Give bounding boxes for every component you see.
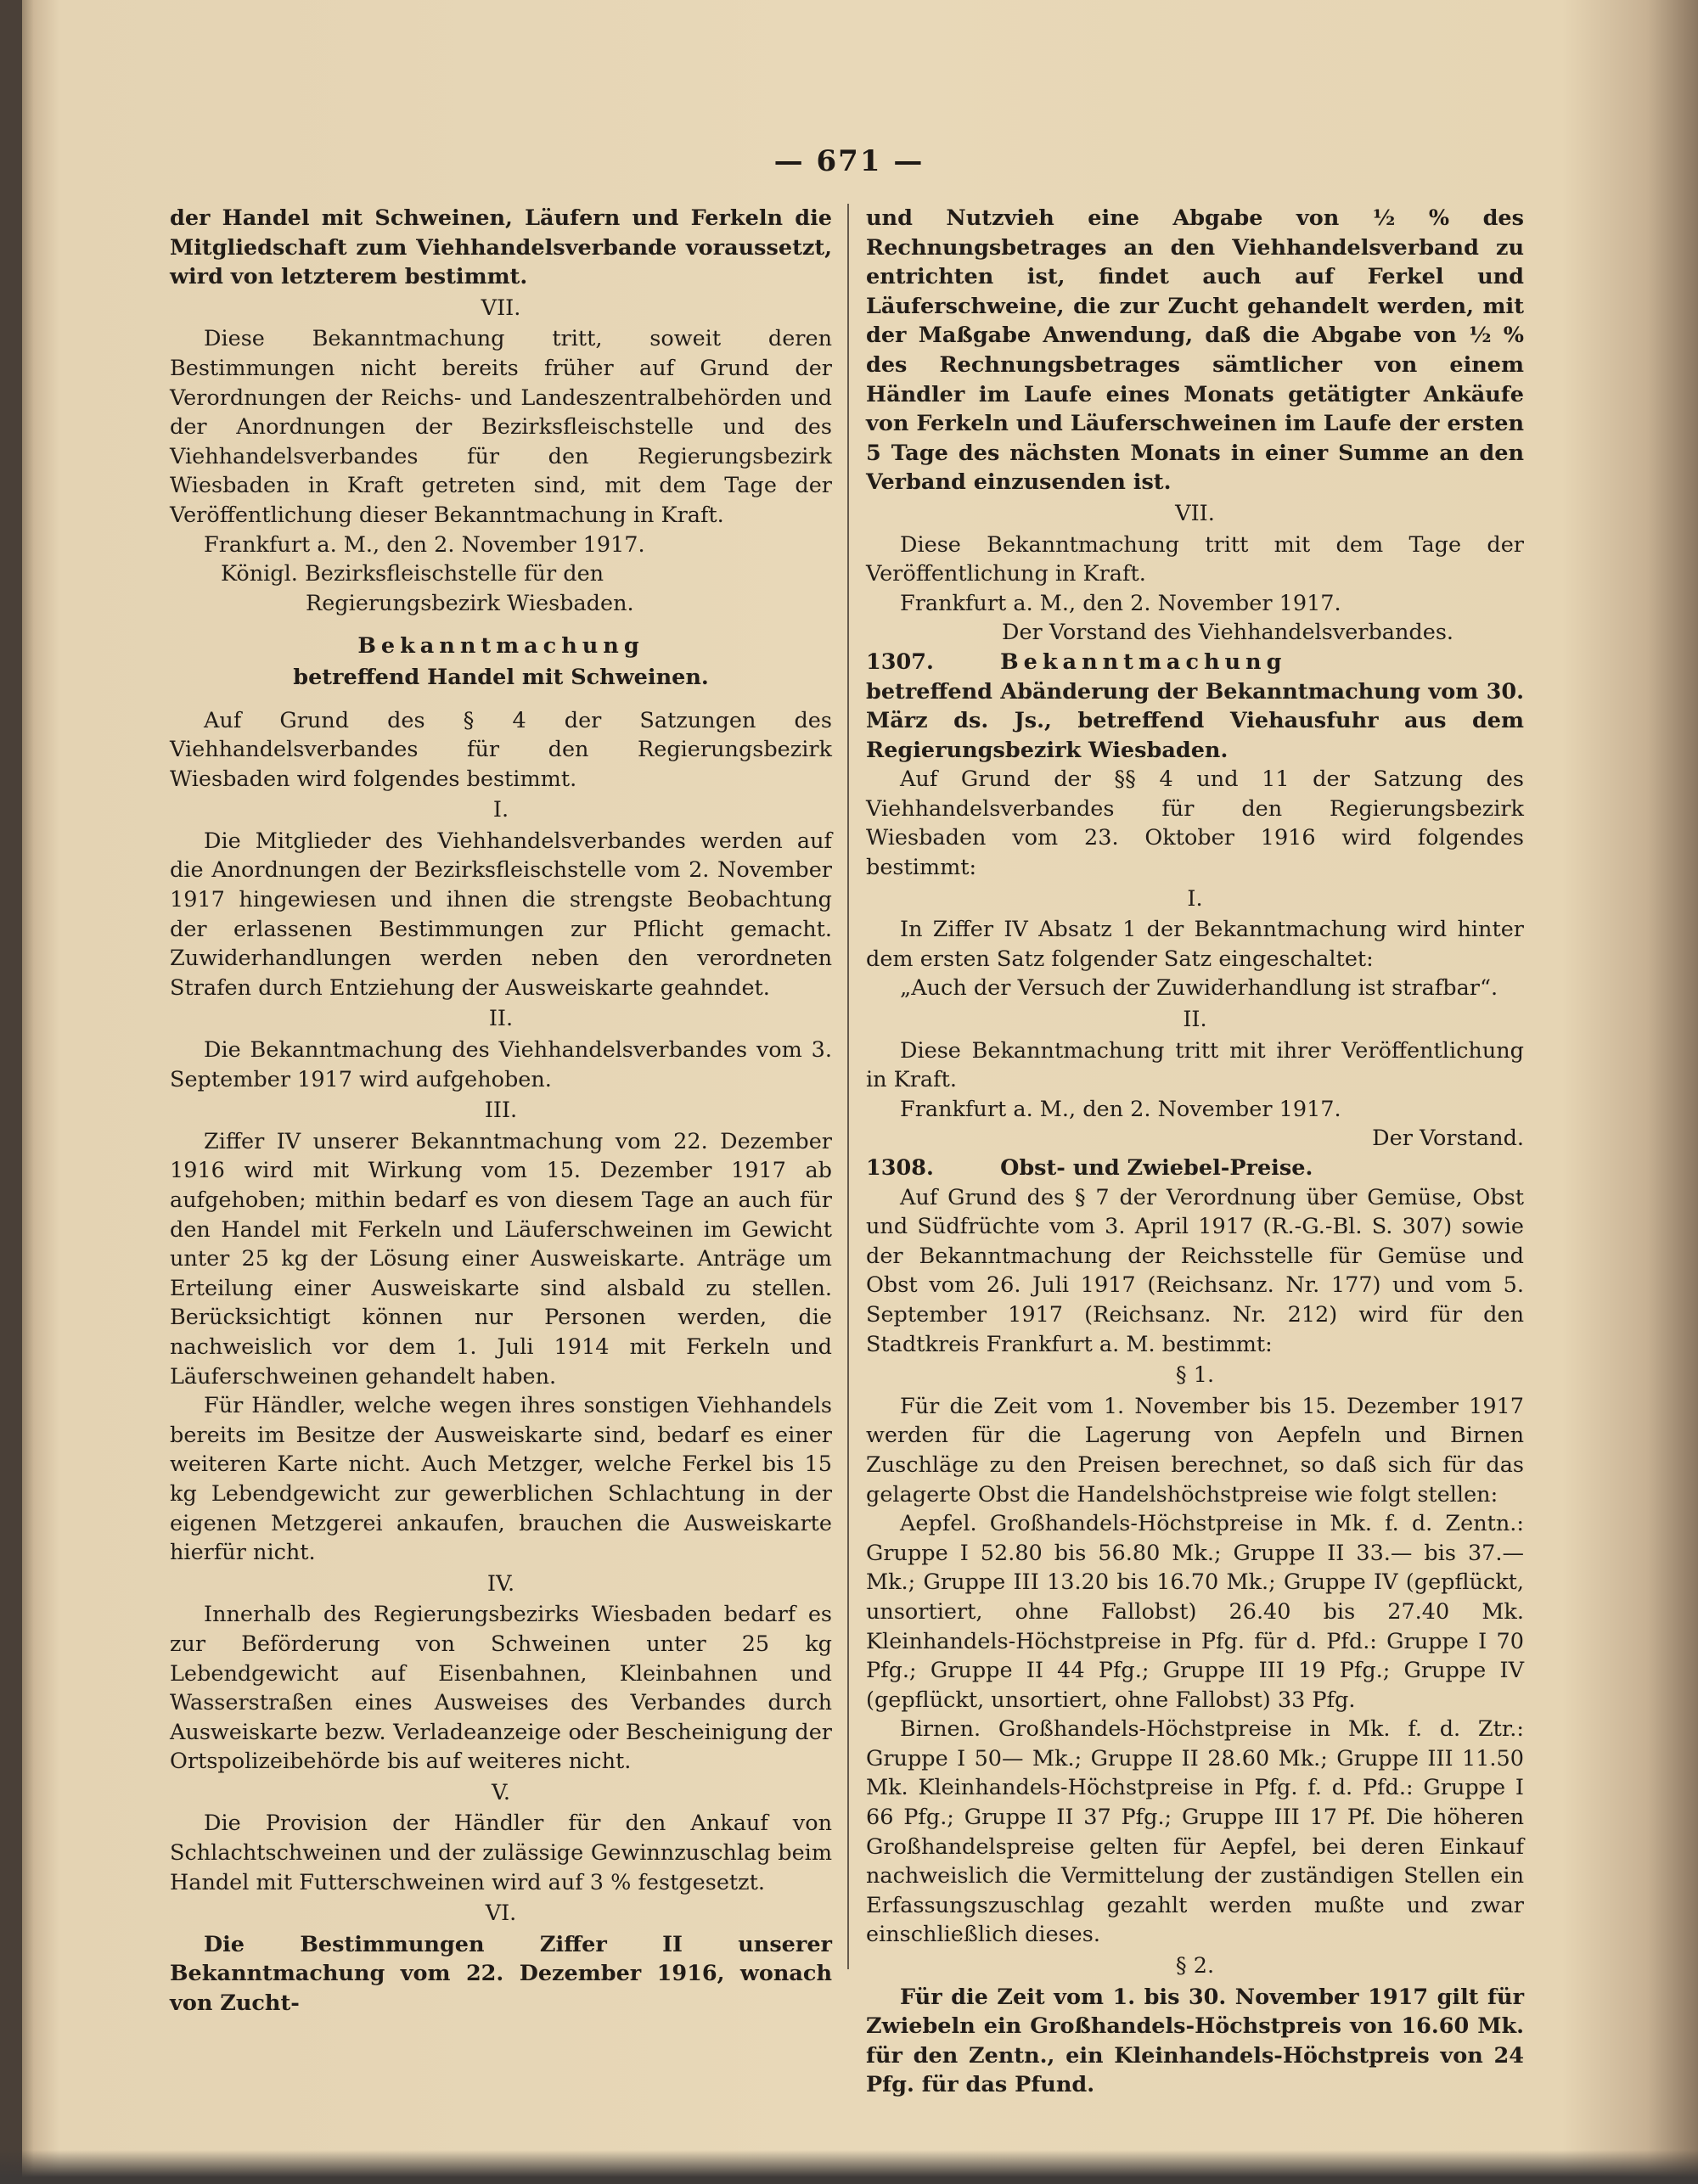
announcement-heading: Bekanntmachung	[1000, 648, 1287, 675]
announcement-subheading: betreffend Handel mit Schweinen.	[293, 664, 709, 690]
paragraph: Ziffer IV unserer Bekanntmachung vom 22. Dezember 1916 wird mit Wirkung vom 15. Dezember 1917 ab aufgehoben; mithin bedarf es von diesem Tage an auch für den Handel mit Ferkeln und Läuferschweinen im Gewicht unter 25 kg der Lösung einer Ausweiskarte. Anträge um Erteilung einer Ausweiskarte sind alsbald zu stellen. Berücksichtigt können nur Personen werden, die nachweislich vor dem 1. Juli 1914 mit Ferkeln und Läuferschweinen gehandelt haben.	[170, 1128, 832, 1390]
paragraph: und Nutzvieh eine Abgabe von ½ % des Rechnungsbetrages an den Viehhandelsverband zu entrichten ist, findet auch auf Ferkel und Läuferschweine, die zur Zucht gehandelt werden, mit der Maßgabe Anwendung, daß die Abgabe von ½ % des Rechnungsbetrages sämtlicher von einem Händler im Laufe eines Monats getätigter Ankäufe von Ferkeln und Läuferschweinen im Laufe der ersten 5 Tage des nächsten Monats in einer Summe an den Verband einzusenden ist.	[866, 205, 1524, 496]
paragraph: Die Bestimmungen Ziffer II unserer Bekanntmachung vom 22. Dezember 1916, wonach von Zucht-	[170, 1931, 832, 2017]
announcement-number: 1307.	[866, 648, 934, 675]
paragraph: Die Mitglieder des Viehhandelsverbandes werden auf die Anordnungen der Bezirksfleischstelle vom 2. November 1917 hingewiesen und ihnen die strengste Beobachtung der erlassenen Bestimmungen zur Pflicht gemacht. Zuwiderhandlungen werden neben den verordneten Strafen durch Entziehung der Ausweiskarte geahndet.	[170, 828, 832, 1001]
paragraph: Innerhalb des Regierungsbezirks Wiesbaden bedarf es zur Beförderung von Schweinen unter 25 kg Lebendgewicht auf Eisenbahnen, Kleinbahnen und Wasserstraßen eines Ausweises des Verbandes durch Ausweiskarte bezw. Verladeanzeige oder Bescheinigung der Ortspolizeibehörde bis auf weiteres nicht.	[170, 1602, 832, 1775]
signature-line: Königl. Bezirksfleischstelle für den	[221, 561, 604, 587]
right-column	[866, 204, 1524, 2100]
paragraph: Birnen. Großhandels-Höchstpreise in Mk. f. d. Ztr.: Gruppe I 50— Mk.; Gruppe II 28.60 Mk.; Gruppe III 11.50 Mk. Kleinhandels-Höchstpreise in Pfg. f. d. Pfd.: Gruppe I 66 Pfg.; Gruppe II 37 Pfg.; Gruppe III 17 Pf. Die höheren Großhandelspreise gelten für Aepfel, bei deren Einkauf nachweislich die Vermittelung der zuständigen Stellen ein Erfassungszuschlag gezahlt werden mußte und zwar einschließlich dieses.	[866, 1716, 1524, 1948]
place-date: Frankfurt a. M., den 2. November 1917.	[900, 590, 1341, 616]
paragraph: Auf Grund der §§ 4 und 11 der Satzung des Viehhandelsverbandes für den Regierungsbezirk Wiesbaden vom 23. Oktober 1916 wird folgendes bestimmt:	[866, 766, 1524, 881]
paragraph: Die Provision der Händler für den Ankauf von Schlachtschweinen und der zulässige Gewinnzuschlag beim Handel mit Futterschweinen wird auf 3 % festgesetzt.	[170, 1811, 832, 1895]
paragraph: der Handel mit Schweinen, Läufern und Ferkeln die Mitgliedschaft zum Viehhandelsverbande voraussetzt, wird von letzterem bestimmt.	[170, 205, 832, 290]
signature-line: Regierungsbezirk Wiesbaden.	[306, 590, 634, 616]
quoted-text: „Auch der Versuch der Zuwiderhandlung ist strafbar“.	[900, 975, 1498, 1002]
place-date: Frankfurt a. M., den 2. November 1917.	[204, 531, 645, 558]
left-column	[170, 204, 832, 2018]
section-heading: § 1.	[1175, 1362, 1215, 1389]
paragraph: Auf Grund des § 4 der Satzungen des Viehhandelsverbandes für den Regierungsbezirk Wiesbaden wird folgendes bestimmt.	[170, 707, 832, 792]
paragraph: Diese Bekanntmachung tritt, soweit deren Bestimmungen nicht bereits früher auf Grund der Verordnungen der Reichs- und Landeszentralbehörden und der Anordnungen der Bezirksfleischstelle und des Viehhandelsverbandes für den Regierungsbezirk Wiesbaden in Kraft getreten sind, mit dem Tage der Veröffentlichung dieser Bekanntmachung in Kraft.	[170, 326, 832, 528]
section-heading: II.	[1183, 1007, 1207, 1033]
book-spine	[0, 0, 22, 2184]
section-heading: I.	[1187, 885, 1203, 912]
section-heading: VII.	[1175, 500, 1215, 526]
section-heading: VII.	[481, 295, 521, 321]
section-heading: VI.	[485, 1900, 517, 1927]
section-heading: I.	[492, 797, 509, 823]
column-divider	[847, 204, 849, 1969]
announcement-heading: Bekanntmachung	[357, 633, 644, 660]
paragraph: Aepfel. Großhandels-Höchstpreise in Mk. f. d. Zentn.: Gruppe I 52.80 bis 56.80 Mk.; Gruppe II 33.— bis 37.— Mk.; Gruppe III 13.20 bis 16.70 Mk.; Gruppe IV (gepflückt, unsortiert, ohne Fallobst) 26.40 bis 27.40 Mk. Kleinhandels-Höchstpreise in Pfg. für d. Pfd.: Gruppe I 70 Pfg.; Gruppe II 44 Pfg.; Gruppe III 19 Pfg.; Gruppe IV (gepflückt, unsortiert, ohne Fallobst) 33 Pfg.	[866, 1511, 1524, 1713]
announcement-heading-row	[866, 1154, 1524, 1183]
announcement-heading-row	[866, 648, 1524, 677]
place-date: Frankfurt a. M., den 2. November 1917.	[900, 1096, 1341, 1122]
signature-line: Der Vorstand.	[1372, 1126, 1524, 1152]
announcement-heading: Obst- und Zwiebel-Preise.	[1000, 1155, 1313, 1181]
paragraph: Diese Bekanntmachung tritt mit ihrer Veröffentlichung in Kraft.	[866, 1037, 1524, 1093]
paragraph: Die Bekanntmachung des Viehhandelsverbandes vom 3. September 1917 wird aufgehoben.	[170, 1037, 832, 1092]
announcement-subheading: betreffend Abänderung der Bekanntmachung vom 30. März ds. Js., betreffend Viehausfuhr aus dem Regierungsbezirk Wiesbaden.	[866, 678, 1524, 763]
section-heading: IV.	[486, 1570, 515, 1597]
paragraph: In Ziffer IV Absatz 1 der Bekanntmachung wird hinter dem ersten Satz folgender Satz eingeschaltet:	[866, 917, 1524, 972]
paragraph: Diese Bekanntmachung tritt mit dem Tage der Veröffentlichung in Kraft.	[866, 531, 1524, 587]
paragraph: Für die Zeit vom 1. bis 30. November 1917 gilt für Zwiebeln ein Großhandels-Höchstpreis von 16.60 Mk. für den Zentn., ein Kleinhandels-Höchstpreis von 24 Pfg. für das Pfund.	[866, 1984, 1524, 2098]
signature-line: Der Vorstand des Viehhandelsverbandes.	[1002, 620, 1454, 646]
page-number: — 671 —	[773, 144, 925, 178]
section-heading: II.	[488, 1006, 514, 1032]
section-heading: III.	[484, 1098, 518, 1124]
paragraph: Für die Zeit vom 1. November bis 15. Dezember 1917 werden für die Lagerung von Aepfeln und Birnen Zuschläge zu den Preisen berechnet, so daß sich für das gelagerte Obst die Handelshöchstpreise wie folgt stellen:	[866, 1393, 1524, 1507]
announcement-number: 1308.	[866, 1155, 934, 1181]
section-heading: V.	[491, 1779, 511, 1805]
paragraph: Auf Grund des § 7 der Verordnung über Gemüse, Obst und Südfrüchte vom 3. April 1917 (R.-G.-Bl. S. 307) sowie der Bekanntmachung der Reichsstelle für Gemüse und Obst vom 26. Juli 1917 (Reichsanz. Nr. 177) und vom 5. September 1917 (Reichsanz. Nr. 212) wird für den Stadtkreis Frankfurt a. M. bestimmt:	[866, 1184, 1524, 1357]
paragraph: Für Händler, welche wegen ihres sonstigen Viehhandels bereits im Besitze der Ausweiskarte sind, bedarf es einer weiteren Karte nicht. Auch Metzger, welche Ferkel bis 15 kg Lebendgewicht zur gewerblichen Schlachtung in der eigenen Metzgerei ankaufen, brauchen die Ausweiskarte hierfür nicht.	[170, 1393, 832, 1566]
section-heading: § 2.	[1175, 1953, 1215, 1979]
